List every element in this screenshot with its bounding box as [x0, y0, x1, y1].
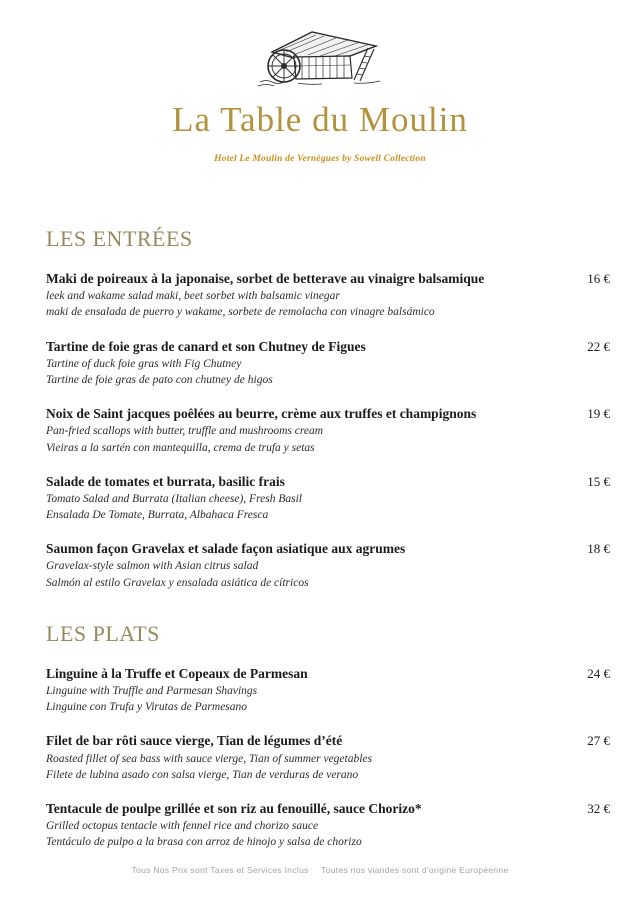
- menu-item: [46, 800, 610, 851]
- page-subtitle: Hotel Le Moulin de Vernègues by Sowell Collection: [214, 154, 426, 164]
- dish-name: Tentacule de poulpe grillée et son riz au fenouillé, sauce Chorizo*: [46, 800, 422, 816]
- dish-row: [46, 473, 610, 491]
- dish-price: 15 €: [587, 473, 610, 489]
- dish-description-es: Ensalada De Tomate, Burrata, Albahaca Fresca: [46, 509, 269, 522]
- dish-description-en: Grilled octopus tentacle with fennel rice and chorizo sauce: [46, 820, 319, 833]
- dish-name: Noix de Saint jacques poêlées au beurre, crème aux truffes et champignons: [46, 406, 477, 422]
- menu-item: [46, 473, 610, 524]
- dish-description-es: Linguine con Trufa y Virutas de Parmesano: [46, 701, 248, 714]
- section-items: [46, 270, 610, 591]
- menu-header: [0, 0, 640, 164]
- dish-row: [46, 800, 610, 818]
- dish-description-es: Tentáculo de pulpo a la brasa con arroz de hinojo y salsa de chorizo: [46, 836, 362, 849]
- dish-row: [46, 270, 610, 288]
- menu-item: [46, 540, 610, 591]
- dish-name: Linguine à la Truffe et Copeaux de Parmesan: [46, 665, 308, 681]
- dish-description-en: leek and wakame salad maki, beet sorbet with balsamic vinegar: [46, 290, 340, 303]
- dish-price: 16 €: [587, 271, 610, 286]
- menu-item: [46, 270, 610, 321]
- dish-price: 18 €: [587, 541, 610, 557]
- menu-item: [46, 732, 610, 783]
- menu-body: [0, 226, 640, 851]
- dish-description-es: Tartine de foie gras de pato con chutney de higos: [46, 373, 273, 386]
- dish-row: [46, 338, 610, 356]
- watermill-engraving-icon: [254, 26, 386, 88]
- dish-row: [46, 665, 610, 683]
- dish-name: Tartine de foie gras de canard et son Chutney de Figues: [46, 338, 366, 354]
- dish-description-en: Gravelax-style salmon with Asian citrus salad: [46, 560, 259, 573]
- footer-note-meat-origin: Toutes nos viandes sont d'origine Européenne: [321, 865, 509, 875]
- dish-row: [46, 540, 610, 558]
- dish-description-en: Tomato Salad and Burrata (Italian cheese), Fresh Basil: [46, 492, 302, 505]
- dish-name: Saumon façon Gravelax et salade façon asiatique aux agrumes: [46, 541, 406, 557]
- menu-item: [46, 338, 610, 389]
- menu-section: [46, 621, 610, 851]
- dish-description-en: Roasted fillet of sea bass with sauce vierge, Tian of summer vegetables: [46, 752, 373, 765]
- footer-note-taxes: Tous Nos Prix sont Taxes et Services Inclus: [131, 865, 309, 875]
- dish-price: 32 €: [587, 800, 610, 816]
- dish-name: Salade de tomates et burrata, basilic frais: [46, 473, 285, 489]
- dish-price: 19 €: [587, 406, 610, 422]
- menu-item: [46, 665, 610, 716]
- section-heading: LES PLATS: [46, 620, 160, 646]
- dish-description-es: Vieiras a la sartén con mantequilla, crema de trufa y setas: [46, 441, 315, 454]
- dish-description-es: Filete de lubina asado con salsa vierge, Tian de verduras de verano: [46, 768, 359, 781]
- dish-price: 22 €: [587, 338, 610, 354]
- dish-description-en: Pan-fried scallops with butter, truffle and mushrooms cream: [46, 425, 324, 438]
- dish-description-es: Salmón al estilo Gravelax y ensalada asiática de cítricos: [46, 576, 309, 589]
- dish-description-es: maki de ensalada de puerro y wakame, sorbete de remolacha con vinagre balsámico: [46, 306, 435, 319]
- page-title: La Table du Moulin: [172, 100, 468, 139]
- section-items: [46, 665, 610, 851]
- menu-section: [46, 226, 610, 591]
- dish-description-en: Tartine of duck foie gras with Fig Chutney: [46, 357, 242, 370]
- dish-price: 27 €: [587, 733, 610, 749]
- dish-name: Filet de bar rôti sauce vierge, Tian de légumes d’été: [46, 733, 343, 749]
- section-heading: LES ENTRÉES: [46, 226, 193, 251]
- dish-name: Maki de poireaux à la japonaise, sorbet de betterave au vinaigre balsamique: [46, 271, 485, 286]
- dish-description-en: Linguine with Truffle and Parmesan Shavings: [46, 685, 258, 698]
- menu-footer: [0, 865, 640, 875]
- dish-row: [46, 732, 610, 750]
- menu-item: [46, 405, 610, 456]
- dish-row: [46, 405, 610, 423]
- dish-price: 24 €: [587, 665, 610, 681]
